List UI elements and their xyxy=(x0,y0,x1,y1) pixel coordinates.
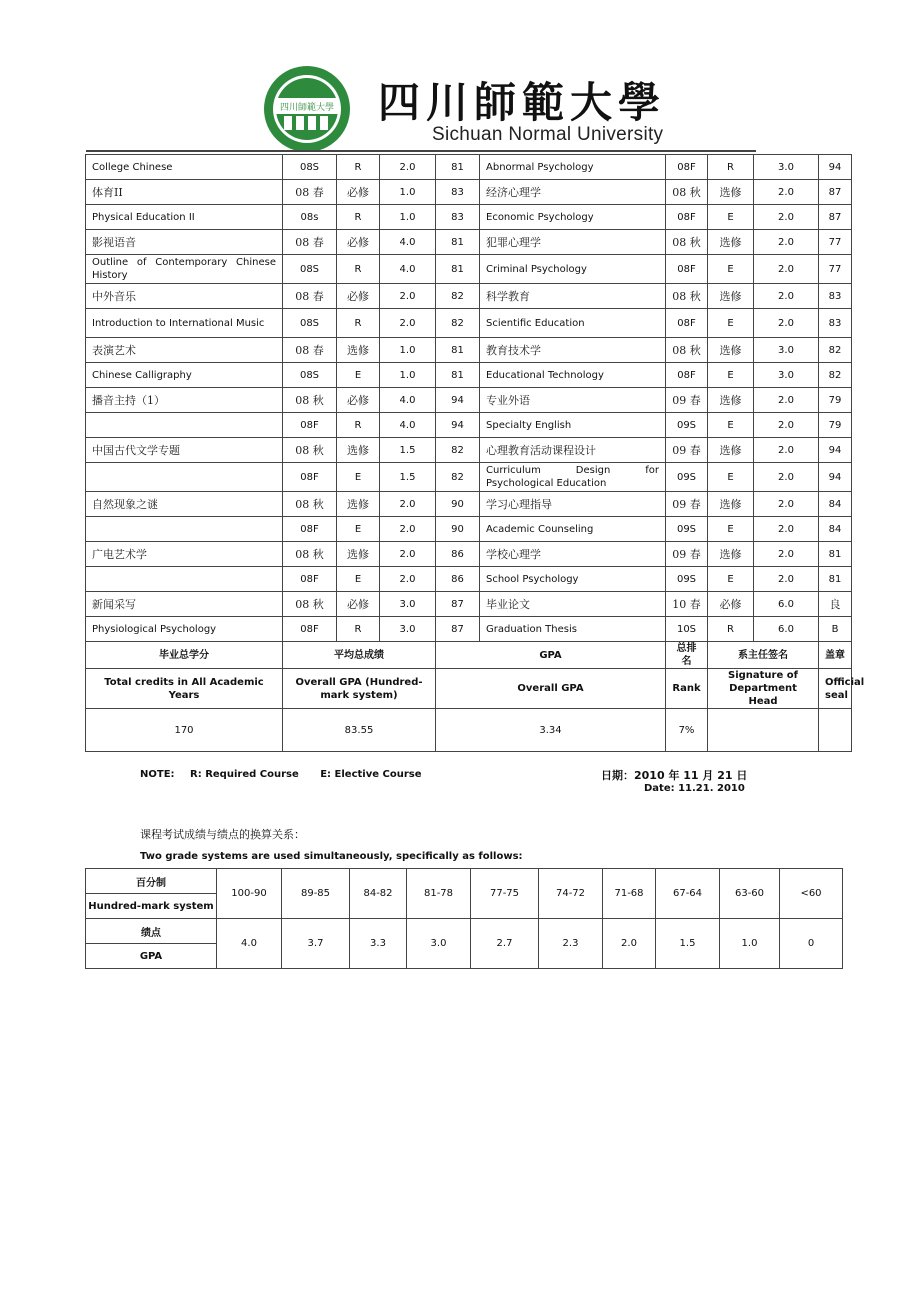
course-name-cell: 教育技术学 xyxy=(480,338,666,363)
course-type-cell: R xyxy=(708,617,754,642)
seal-value xyxy=(819,709,852,752)
signature-header-en: Signature of Department Head xyxy=(708,669,819,709)
course-term-cell: 08 秋 xyxy=(283,492,337,517)
course-row xyxy=(86,592,852,617)
course-term-cell: 09 春 xyxy=(666,492,708,517)
course-score-cell: 81 xyxy=(436,255,480,284)
range-cell: 63-60 xyxy=(720,869,780,919)
course-score-cell: 79 xyxy=(819,388,852,413)
university-emblem-icon xyxy=(262,64,352,154)
summary-header-en xyxy=(86,669,852,709)
course-credit-cell: 2.0 xyxy=(380,542,436,567)
course-name-cell: 学校心理学 xyxy=(480,542,666,567)
course-score-cell: 82 xyxy=(436,463,480,492)
course-type-note xyxy=(140,769,433,780)
course-name-cell: College Chinese xyxy=(86,155,283,180)
range-cell: 81-78 xyxy=(407,869,471,919)
emblem-lettering: 四川師範大學 xyxy=(279,103,335,113)
course-name-cell: Physical Education II xyxy=(86,205,283,230)
rank-header-cn: 总排名 xyxy=(666,642,708,669)
course-credit-cell: 2.0 xyxy=(380,309,436,338)
course-row xyxy=(86,517,852,542)
course-type-cell: E xyxy=(337,463,380,492)
course-row xyxy=(86,542,852,567)
course-score-cell: 81 xyxy=(436,363,480,388)
course-term-cell: 08S xyxy=(283,255,337,284)
course-row xyxy=(86,180,852,205)
course-type-cell: 选修 xyxy=(708,284,754,309)
course-name-cell: 中国古代文学专题 xyxy=(86,438,283,463)
summary-header-cn xyxy=(86,642,852,669)
course-row xyxy=(86,463,852,492)
course-credit-cell: 2.0 xyxy=(380,517,436,542)
course-score-cell: 87 xyxy=(819,205,852,230)
conversion-title-en: Two grade systems are used simultaneously, specifically as follows: xyxy=(140,851,523,862)
course-score-cell: 86 xyxy=(436,567,480,592)
course-name-cell: 影视语音 xyxy=(86,230,283,255)
course-term-cell: 08 秋 xyxy=(666,338,708,363)
course-name-cell: Graduation Thesis xyxy=(480,617,666,642)
course-score-cell: 81 xyxy=(819,542,852,567)
grade-conversion-table xyxy=(85,868,843,969)
course-term-cell: 08F xyxy=(283,517,337,542)
course-score-cell: 83 xyxy=(819,284,852,309)
course-name-cell: School Psychology xyxy=(480,567,666,592)
signature-value xyxy=(708,709,819,752)
rank-value: 7% xyxy=(666,709,708,752)
course-name-cell: Criminal Psychology xyxy=(480,255,666,284)
course-credit-cell: 2.0 xyxy=(754,284,819,309)
course-credit-cell: 2.0 xyxy=(754,413,819,438)
course-credit-cell: 3.0 xyxy=(754,363,819,388)
course-name-cell xyxy=(86,567,283,592)
course-credit-cell: 2.0 xyxy=(754,517,819,542)
course-term-cell: 08F xyxy=(666,155,708,180)
course-name-cell: Scientific Education xyxy=(480,309,666,338)
course-credit-cell: 1.0 xyxy=(380,338,436,363)
course-type-cell: R xyxy=(337,413,380,438)
course-score-cell: 82 xyxy=(436,438,480,463)
course-type-cell: R xyxy=(337,155,380,180)
course-score-cell: 良 xyxy=(819,592,852,617)
course-name-cell: Physiological Psychology xyxy=(86,617,283,642)
seal-header-cn: 盖章 xyxy=(819,642,852,669)
course-name-cell: 学习心理指导 xyxy=(480,492,666,517)
point-cell: 2.0 xyxy=(603,919,656,969)
course-type-cell: 必修 xyxy=(337,180,380,205)
course-type-cell: R xyxy=(708,155,754,180)
course-row xyxy=(86,255,852,284)
avg-header-cn: 平均总成绩 xyxy=(283,642,436,669)
course-term-cell: 08F xyxy=(283,463,337,492)
course-row xyxy=(86,338,852,363)
course-name-cell: Specialty English xyxy=(480,413,666,438)
course-type-cell: 必修 xyxy=(337,592,380,617)
course-name-cell: Economic Psychology xyxy=(480,205,666,230)
transcript-table xyxy=(85,154,865,752)
credits-header-en: Total credits in All Academic Years xyxy=(86,669,283,709)
course-credit-cell: 3.0 xyxy=(754,338,819,363)
course-credit-cell: 2.0 xyxy=(754,180,819,205)
course-term-cell: 08F xyxy=(283,617,337,642)
course-term-cell: 08 秋 xyxy=(283,388,337,413)
course-type-cell: 选修 xyxy=(708,388,754,413)
course-term-cell: 08S xyxy=(283,363,337,388)
course-score-cell: 77 xyxy=(819,230,852,255)
course-credit-cell: 6.0 xyxy=(754,617,819,642)
gpa-value: 3.34 xyxy=(436,709,666,752)
course-name-cell: Abnormal Psychology xyxy=(480,155,666,180)
course-credit-cell: 1.5 xyxy=(380,438,436,463)
course-term-cell: 10S xyxy=(666,617,708,642)
course-credit-cell: 2.0 xyxy=(380,155,436,180)
course-credit-cell: 4.0 xyxy=(380,255,436,284)
course-type-cell: E xyxy=(337,567,380,592)
course-term-cell: 08 秋 xyxy=(666,230,708,255)
course-term-cell: 09 春 xyxy=(666,542,708,567)
course-type-cell: 必修 xyxy=(337,284,380,309)
course-type-cell: E xyxy=(337,363,380,388)
point-cell: 3.7 xyxy=(282,919,350,969)
range-cell: 67-64 xyxy=(656,869,720,919)
course-term-cell: 08F xyxy=(666,255,708,284)
course-type-cell: E xyxy=(708,567,754,592)
course-score-cell: 87 xyxy=(819,180,852,205)
course-name-cell xyxy=(86,517,283,542)
course-type-cell: 选修 xyxy=(337,438,380,463)
range-cell: 71-68 xyxy=(603,869,656,919)
point-cell: 0 xyxy=(780,919,843,969)
note-label: NOTE: xyxy=(140,769,175,780)
course-row xyxy=(86,567,852,592)
range-cell: 84-82 xyxy=(350,869,407,919)
course-type-cell: E xyxy=(708,255,754,284)
course-name-cell: Curriculum Design for Psychological Education xyxy=(480,463,666,492)
course-credit-cell: 2.0 xyxy=(754,542,819,567)
course-name-cell: 新闻采写 xyxy=(86,592,283,617)
course-row xyxy=(86,155,852,180)
course-name-cell: 体育II xyxy=(86,180,283,205)
course-row xyxy=(86,284,852,309)
course-name-cell: Introduction to International Music xyxy=(86,309,283,338)
course-score-cell: 83 xyxy=(819,309,852,338)
course-name-cell: 犯罪心理学 xyxy=(480,230,666,255)
course-score-cell: 82 xyxy=(436,284,480,309)
course-credit-cell: 2.0 xyxy=(754,205,819,230)
course-type-cell: 选修 xyxy=(708,338,754,363)
total-credits-value: 170 xyxy=(86,709,283,752)
course-credit-cell: 2.0 xyxy=(380,567,436,592)
course-name-cell: 播音主持（1） xyxy=(86,388,283,413)
course-type-cell: R xyxy=(337,205,380,230)
course-credit-cell: 2.0 xyxy=(754,230,819,255)
course-score-cell: 90 xyxy=(436,492,480,517)
credits-header-cn: 毕业总学分 xyxy=(86,642,283,669)
course-term-cell: 08 秋 xyxy=(283,438,337,463)
course-term-cell: 08 秋 xyxy=(666,284,708,309)
course-credit-cell: 2.0 xyxy=(754,567,819,592)
course-credit-cell: 2.0 xyxy=(754,438,819,463)
course-name-cell: 专业外语 xyxy=(480,388,666,413)
course-credit-cell: 1.5 xyxy=(380,463,436,492)
course-score-cell: 81 xyxy=(436,338,480,363)
course-row xyxy=(86,309,852,338)
course-credit-cell: 2.0 xyxy=(754,492,819,517)
course-type-cell: 选修 xyxy=(337,542,380,567)
course-term-cell: 08S xyxy=(283,155,337,180)
course-credit-cell: 2.0 xyxy=(754,255,819,284)
course-term-cell: 08 秋 xyxy=(666,180,708,205)
course-score-cell: 82 xyxy=(819,363,852,388)
course-credit-cell: 3.0 xyxy=(754,155,819,180)
course-score-cell: 83 xyxy=(436,205,480,230)
course-name-cell xyxy=(86,463,283,492)
course-score-cell: 84 xyxy=(819,492,852,517)
point-cell: 2.3 xyxy=(539,919,603,969)
course-term-cell: 09 春 xyxy=(666,438,708,463)
course-score-cell: 77 xyxy=(819,255,852,284)
course-score-cell: 94 xyxy=(819,438,852,463)
course-score-cell: 79 xyxy=(819,413,852,438)
point-cell: 3.0 xyxy=(407,919,471,969)
signature-header-cn: 系主任签名 xyxy=(708,642,819,669)
course-name-cell: Outline of Contemporary Chinese History xyxy=(86,255,283,284)
course-name-cell: Chinese Calligraphy xyxy=(86,363,283,388)
course-name-cell: 自然现象之谜 xyxy=(86,492,283,517)
course-name-cell: Educational Technology xyxy=(480,363,666,388)
gpa-header-en: Overall GPA xyxy=(436,669,666,709)
course-score-cell: 94 xyxy=(819,463,852,492)
course-credit-cell: 4.0 xyxy=(380,388,436,413)
course-type-cell: 选修 xyxy=(708,438,754,463)
avg-score-value: 83.55 xyxy=(283,709,436,752)
range-cell: <60 xyxy=(780,869,843,919)
course-type-cell: 选修 xyxy=(708,492,754,517)
course-credit-cell: 2.0 xyxy=(754,388,819,413)
course-credit-cell: 4.0 xyxy=(380,413,436,438)
course-score-cell: 87 xyxy=(436,592,480,617)
course-type-cell: 选修 xyxy=(708,230,754,255)
course-name-cell: 广电艺术学 xyxy=(86,542,283,567)
course-type-cell: R xyxy=(337,617,380,642)
course-type-cell: E xyxy=(708,363,754,388)
course-score-cell: 82 xyxy=(819,338,852,363)
avg-header-en: Overall GPA (Hundred-mark system) xyxy=(283,669,436,709)
course-credit-cell: 2.0 xyxy=(754,463,819,492)
course-type-cell: 选修 xyxy=(337,492,380,517)
point-cell: 1.0 xyxy=(720,919,780,969)
course-credit-cell: 3.0 xyxy=(380,617,436,642)
course-type-cell: E xyxy=(708,309,754,338)
gpa-label-cn: 绩点 xyxy=(86,919,217,944)
note-required: R: Required Course xyxy=(190,769,299,780)
course-name-cell: 毕业论文 xyxy=(480,592,666,617)
course-score-cell: 84 xyxy=(819,517,852,542)
point-cell: 3.3 xyxy=(350,919,407,969)
course-term-cell: 08F xyxy=(283,567,337,592)
course-type-cell: 必修 xyxy=(708,592,754,617)
range-cell: 100-90 xyxy=(217,869,282,919)
course-type-cell: 必修 xyxy=(337,388,380,413)
course-credit-cell: 2.0 xyxy=(380,284,436,309)
range-cell: 89-85 xyxy=(282,869,350,919)
course-term-cell: 08F xyxy=(666,363,708,388)
letterhead xyxy=(0,0,920,152)
course-row xyxy=(86,230,852,255)
course-name-cell: 科学教育 xyxy=(480,284,666,309)
course-score-cell: 81 xyxy=(436,230,480,255)
course-row xyxy=(86,363,852,388)
course-row xyxy=(86,492,852,517)
course-type-cell: 选修 xyxy=(708,542,754,567)
course-type-cell: E xyxy=(337,517,380,542)
gpa-header-cn: GPA xyxy=(436,642,666,669)
course-credit-cell: 1.0 xyxy=(380,180,436,205)
course-term-cell: 08s xyxy=(283,205,337,230)
course-type-cell: 选修 xyxy=(708,180,754,205)
hundred-mark-label-en: Hundred-mark system xyxy=(86,894,217,919)
course-row xyxy=(86,413,852,438)
course-type-cell: E xyxy=(708,205,754,230)
course-type-cell: E xyxy=(708,463,754,492)
course-credit-cell: 2.0 xyxy=(380,492,436,517)
conversion-title-cn: 课程考试成绩与绩点的换算关系： xyxy=(140,828,305,841)
course-score-cell: 90 xyxy=(436,517,480,542)
course-score-cell: 94 xyxy=(436,413,480,438)
course-score-cell: 82 xyxy=(436,309,480,338)
course-type-cell: R xyxy=(337,255,380,284)
hundred-mark-label-cn: 百分制 xyxy=(86,869,217,894)
summary-values xyxy=(86,709,852,752)
course-name-cell xyxy=(86,413,283,438)
point-cell: 1.5 xyxy=(656,919,720,969)
course-score-cell: 83 xyxy=(436,180,480,205)
date-cn: 日期：2010 年 11 月 21 日 xyxy=(601,769,748,782)
course-term-cell: 08F xyxy=(666,309,708,338)
course-term-cell: 09S xyxy=(666,517,708,542)
course-type-cell: 选修 xyxy=(337,338,380,363)
course-credit-cell: 1.0 xyxy=(380,363,436,388)
gpa-label-en: GPA xyxy=(86,944,217,969)
date-en: Date: 11.21. 2010 xyxy=(644,783,745,794)
course-credit-cell: 2.0 xyxy=(754,309,819,338)
course-term-cell: 08 春 xyxy=(283,230,337,255)
range-cell: 74-72 xyxy=(539,869,603,919)
course-term-cell: 08 春 xyxy=(283,180,337,205)
header-divider xyxy=(86,150,756,152)
course-term-cell: 08F xyxy=(283,413,337,438)
university-name-en: Sichuan Normal University xyxy=(432,124,664,145)
course-score-cell: 94 xyxy=(436,388,480,413)
course-type-cell: E xyxy=(708,517,754,542)
course-type-cell: R xyxy=(337,309,380,338)
course-credit-cell: 1.0 xyxy=(380,205,436,230)
course-term-cell: 08 春 xyxy=(283,338,337,363)
course-term-cell: 08S xyxy=(283,309,337,338)
course-name-cell: Academic Counseling xyxy=(480,517,666,542)
note-elective: E: Elective Course xyxy=(320,769,422,780)
course-name-cell: 表演艺术 xyxy=(86,338,283,363)
course-term-cell: 09S xyxy=(666,463,708,492)
course-term-cell: 08 春 xyxy=(283,284,337,309)
course-type-cell: 必修 xyxy=(337,230,380,255)
course-term-cell: 08F xyxy=(666,205,708,230)
rank-header-en: Rank xyxy=(666,669,708,709)
course-row xyxy=(86,205,852,230)
course-term-cell: 09 春 xyxy=(666,388,708,413)
course-term-cell: 08 秋 xyxy=(283,542,337,567)
course-score-cell: 86 xyxy=(436,542,480,567)
university-name-cn: 四川師範大學 xyxy=(378,78,667,127)
course-row xyxy=(86,388,852,413)
course-score-cell: 94 xyxy=(819,155,852,180)
course-credit-cell: 4.0 xyxy=(380,230,436,255)
course-score-cell: 87 xyxy=(436,617,480,642)
course-score-cell: B xyxy=(819,617,852,642)
course-term-cell: 10 春 xyxy=(666,592,708,617)
course-row xyxy=(86,438,852,463)
point-cell: 4.0 xyxy=(217,919,282,969)
range-cell: 77-75 xyxy=(471,869,539,919)
course-term-cell: 09S xyxy=(666,567,708,592)
course-name-cell: 中外音乐 xyxy=(86,284,283,309)
course-name-cell: 心理教育活动课程设计 xyxy=(480,438,666,463)
course-credit-cell: 6.0 xyxy=(754,592,819,617)
course-credit-cell: 3.0 xyxy=(380,592,436,617)
course-term-cell: 09S xyxy=(666,413,708,438)
course-score-cell: 81 xyxy=(436,155,480,180)
course-row xyxy=(86,617,852,642)
point-cell: 2.7 xyxy=(471,919,539,969)
course-score-cell: 81 xyxy=(819,567,852,592)
course-term-cell: 08 秋 xyxy=(283,592,337,617)
seal-header-en: Official seal xyxy=(819,669,852,709)
course-name-cell: 经济心理学 xyxy=(480,180,666,205)
course-type-cell: E xyxy=(708,413,754,438)
